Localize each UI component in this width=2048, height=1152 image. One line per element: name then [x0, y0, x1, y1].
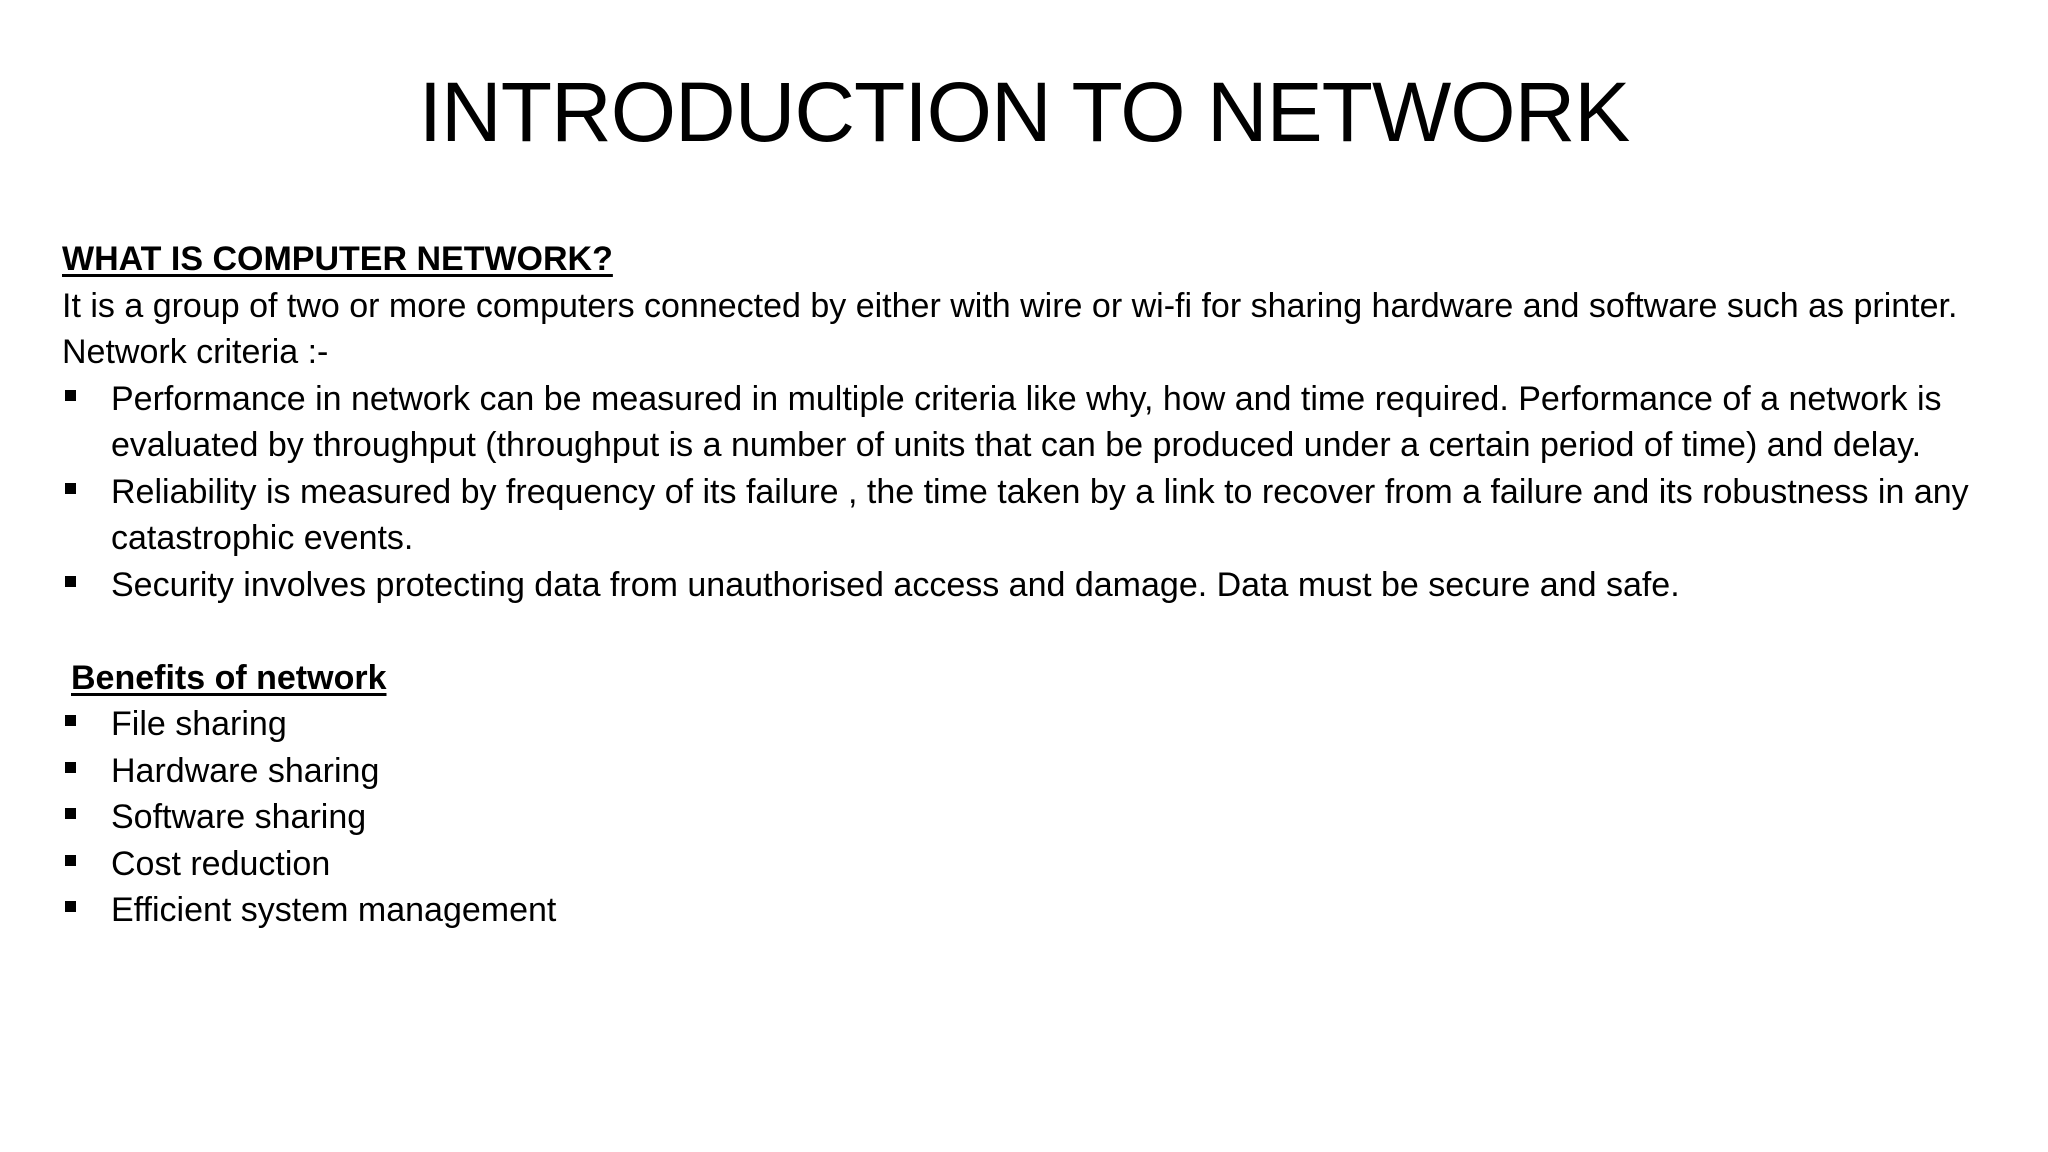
square-bullet-icon	[65, 808, 76, 819]
list-item-text: Efficient system management	[111, 891, 557, 929]
list-item-text: Hardware sharing	[111, 751, 380, 790]
list-item	[62, 887, 2012, 934]
list-item	[62, 794, 2012, 841]
list-item-text: Reliability is measured by frequency of its failure , the time taken by a link to recover from a failure and its robustness in any catastrophic events.	[111, 472, 1969, 557]
list-item	[62, 701, 2012, 748]
criteria-label: Network criteria :-	[62, 333, 329, 371]
criteria-list	[62, 376, 2012, 609]
square-bullet-icon	[65, 715, 76, 726]
list-item-text: Security involves protecting data from unauthorised access and damage. Data must be secure and safe.	[111, 565, 1680, 604]
list-item-text: Performance in network can be measured in multiple criteria like why, how and time required. Performance of a network is evaluated by throughput (throughput is a number of units that can be produced under a certain period of time) and delay.	[111, 379, 1942, 464]
list-item	[62, 562, 2012, 609]
list-item	[62, 748, 2012, 795]
benefits-list	[62, 701, 2012, 934]
slide-title: INTRODUCTION TO NETWORK	[418, 65, 1630, 159]
benefits-heading-wrapper	[62, 655, 2012, 702]
list-item-text: File sharing	[111, 705, 287, 743]
section-heading-computer-network: WHAT IS COMPUTER NETWORK?	[62, 240, 613, 278]
square-bullet-icon	[65, 390, 76, 401]
list-item	[62, 841, 2012, 888]
list-item-text: Software sharing	[111, 798, 367, 836]
list-item-text: Cost reduction	[111, 844, 331, 883]
square-bullet-icon	[65, 762, 76, 773]
slide-content	[62, 236, 2012, 934]
square-bullet-icon	[65, 901, 76, 912]
list-item	[62, 376, 2012, 469]
section-heading-benefits: Benefits of network	[71, 658, 387, 697]
section-spacer	[62, 608, 2012, 655]
definition-paragraph: It is a group of two or more computers connected by either with wire or wi-fi for sharing hardware and software such as printer.	[62, 286, 1958, 325]
square-bullet-icon	[65, 576, 76, 587]
list-item	[62, 469, 2012, 562]
square-bullet-icon	[65, 855, 76, 866]
square-bullet-icon	[65, 483, 76, 494]
